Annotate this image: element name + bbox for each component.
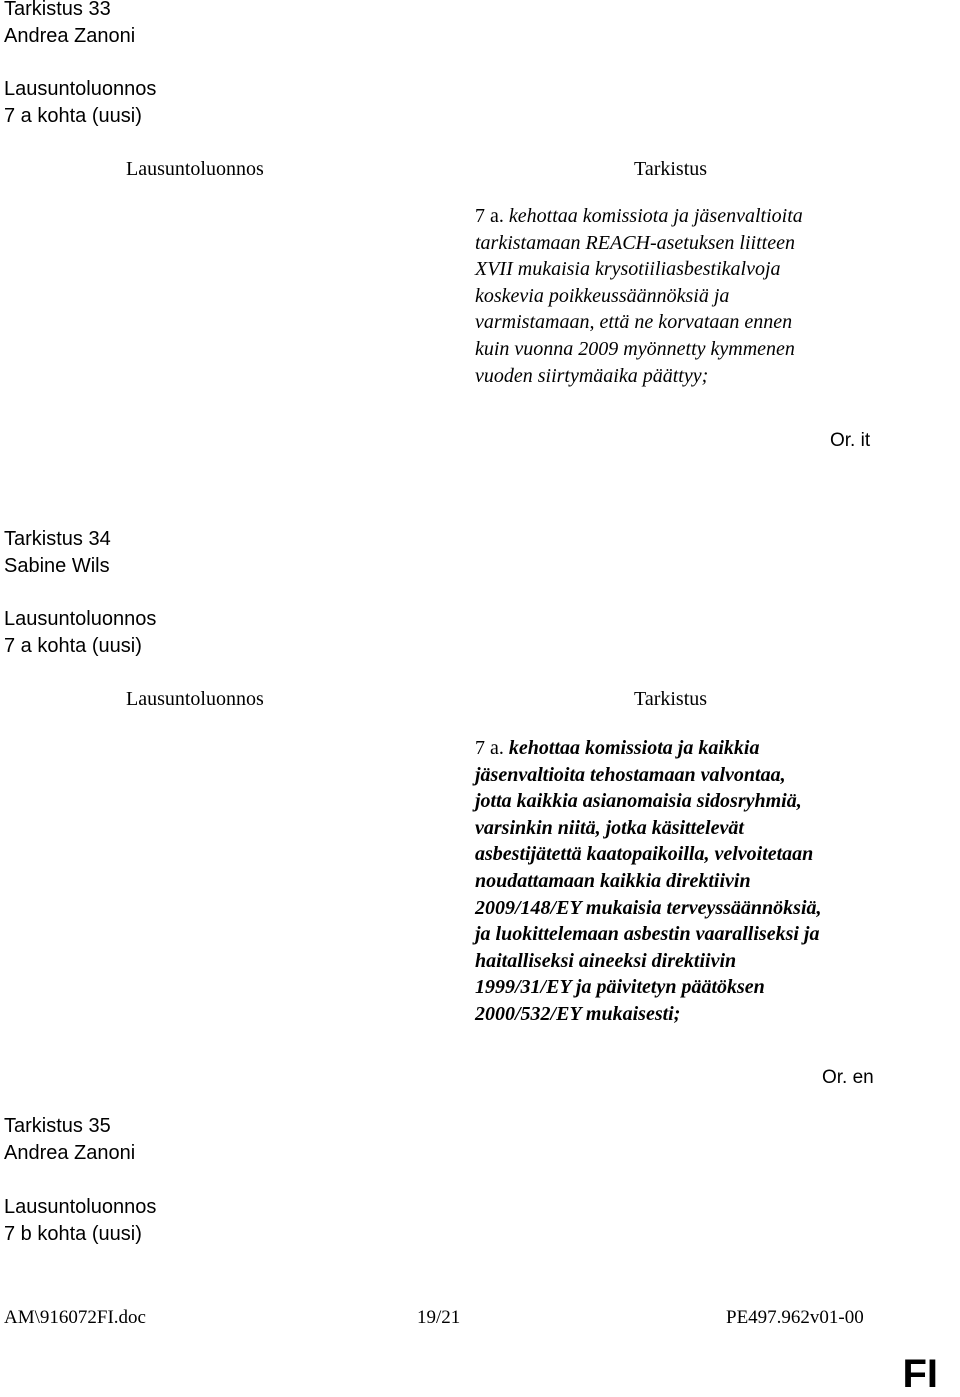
amendment-33-line-6: kuin vuonna 2009 myönnetty kymmenen: [475, 337, 795, 360]
amendment-34-text: [475, 735, 895, 1028]
amendment-33-line-2: tarkistamaan REACH-asetuksen liitteen: [475, 231, 795, 254]
amendment-34-line-7: 2009/148/EY mukaisia terveyssäännöksiä,: [475, 896, 822, 919]
footer-page-number: 19/21: [417, 1307, 461, 1328]
language-mark: FI: [902, 1352, 938, 1396]
amendment-33-line-5: varmistamaan, että ne korvataan ennen: [475, 311, 793, 334]
amendment-33-author: Andrea Zanoni: [4, 25, 136, 47]
amendment-34-line-1: [475, 735, 895, 762]
amendment-35-doc-label: Lausuntoluonnos: [4, 1196, 157, 1218]
amendment-34-line-10: 1999/31/EY ja päivitetyn päätöksen: [475, 976, 765, 999]
amendment-34-column-left-header: Lausuntoluonnos: [126, 688, 264, 710]
amendment-34-line-3: jotta kaikkia asianomaisia sidosryhmiä,: [475, 790, 802, 813]
amendment-34-line-6: noudattamaan kaikkia direktiivin: [475, 869, 751, 892]
amendment-33-section: 7 a kohta (uusi): [4, 105, 142, 127]
amendment-33-line-4: koskevia poikkeussäännöksiä ja: [475, 284, 730, 307]
amendment-33-doc-label: Lausuntoluonnos: [4, 78, 157, 100]
amendment-33-line-7: vuoden siirtymäaika päättyy;: [475, 364, 709, 387]
amendment-35-author: Andrea Zanoni: [4, 1142, 136, 1164]
amendment-33-line-3: XVII mukaisia krysotiiliasbestikalvoja: [475, 258, 781, 281]
amendment-33-text: [475, 203, 895, 389]
amendment-34-line-1-text: kehottaa komissiota ja kaikkia: [508, 737, 760, 759]
amendment-33-line-1: [475, 203, 895, 230]
amendment-34-original-language: Or. en: [822, 1067, 874, 1088]
amendment-34-doc-label: Lausuntoluonnos: [4, 608, 157, 630]
amendment-33-column-left-header: Lausuntoluonnos: [126, 158, 264, 180]
amendment-34-title: Tarkistus 34: [4, 528, 111, 550]
footer-pe-reference: PE497.962v01-00: [726, 1307, 864, 1328]
amendment-33-line-1-text: kehottaa komissiota ja jäsenvaltioita: [508, 205, 803, 227]
amendment-34-line-11: 2000/532/EY mukaisesti;: [475, 1002, 681, 1025]
amendment-34-line-8: ja luokittelemaan asbestin vaaralliseksi ja: [475, 923, 820, 946]
amendment-34-line-9: haitalliseksi aineeksi direktiivin: [475, 949, 737, 972]
amendment-34-column-right-header: Tarkistus: [634, 688, 708, 710]
amendment-35-section: 7 b kohta (uusi): [4, 1223, 142, 1245]
amendment-33-title: Tarkistus 33: [4, 0, 111, 20]
amendment-33-lead: 7 a.: [475, 205, 504, 227]
amendment-33-original-language: Or. it: [830, 430, 871, 451]
amendment-33-column-right-header: Tarkistus: [634, 158, 708, 180]
amendment-35-title: Tarkistus 35: [4, 1115, 111, 1137]
footer-document-reference: AM\916072FI.doc: [4, 1307, 146, 1328]
amendment-34-lead: 7 a.: [475, 737, 504, 759]
amendment-34-section: 7 a kohta (uusi): [4, 635, 142, 657]
amendment-34-author: Sabine Wils: [4, 555, 110, 577]
amendment-34-line-5: asbestijätettä kaatopaikoilla, velvoitetaan: [475, 843, 814, 866]
amendment-34-line-2: jäsenvaltioita tehostamaan valvontaa,: [475, 763, 786, 786]
amendment-34-line-4: varsinkin niitä, jotka käsittelevät: [475, 816, 744, 839]
